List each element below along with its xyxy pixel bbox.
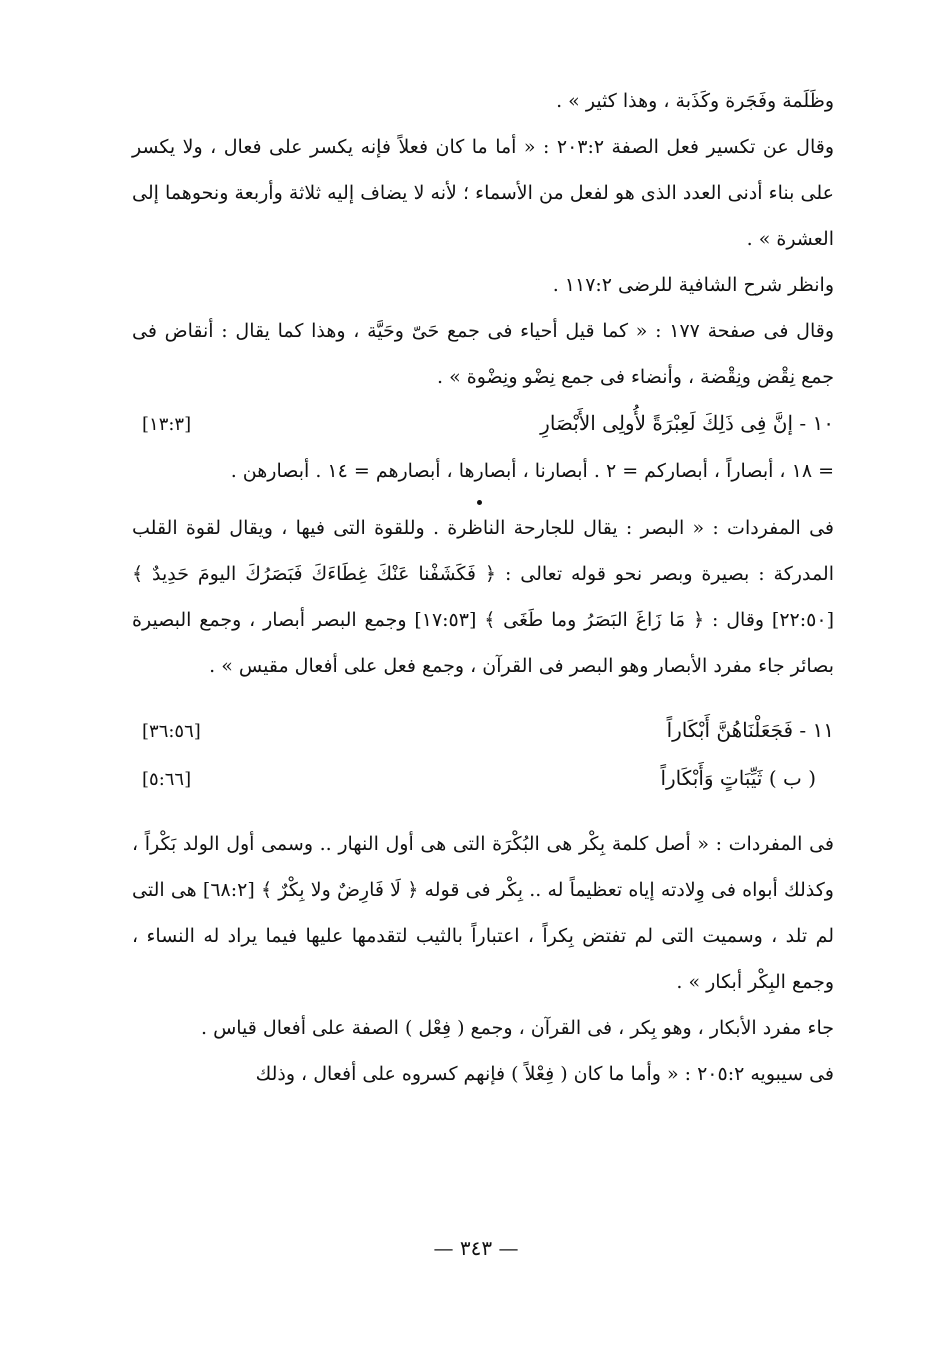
paragraph-shafiya-ref: وانظر شرح الشافية للرضى ١١٧:٢ .: [552, 274, 834, 296]
paragraph-ahya: وقال فى صفحة ١٧٧ : « كما قيل أحياء فى جمع حَىّ وحَيَّة ، وهذا كما يقال : أنقاض فى جمع نِقْض ونِقْضة ، وأنضاء فى جمع نِضْو ونِضْوة » .: [132, 320, 834, 388]
paragraph-absar-counts: = ١٨ ، أبصاراً ، أبصاركم = ٢ . أبصارنا ، أبصارها ، أبصارهم = ١٤ . أبصارهن .: [230, 460, 834, 482]
verse-11: [132, 707, 834, 755]
verse-11b-reference: [٥:٦٦]: [142, 769, 192, 790]
paragraph-mufradat-basar: فى المفردات : « البصر : يقال للجارحة الناظرة . وللقوة التى فيها ، ويقال لقوة القلب المدركة : بصيرة وبصر نحو قوله تعالى : ﴿ فَكَشَفْنا عَنْكَ غِطَاءَكَ فَبَصَرُكَ اليومَ حَدِيدٌ ﴾ [٢٢:٥٠] وقال : ﴿ مَا زَاغَ البَصَرُ وما طَغَى ﴾ [١٧:٥٣] وجمع البصر أبصار ، وجمع البصيرة بصائر جاء مفرد الأبصار وهو البصر فى القرآن ، وجمع فعل على أفعال مقيس » .: [132, 517, 834, 677]
verse-10-reference: [١٣:٣]: [142, 414, 192, 435]
verse-11b-text: ( ب ) ثَيِّبَاتٍ وَأَبْكَاراً: [660, 766, 816, 790]
dot-mark: [477, 500, 482, 505]
verse-10: [132, 400, 834, 448]
verse-10-text: ١٠ - إنَّ فِى ذَلِكَ لَعِبْرَةً لأُولِى الأَبْصَارِ: [540, 411, 834, 435]
verse-11-reference: [٣٦:٥٦]: [142, 721, 201, 742]
paragraph-abkar: جاء مفرد الأبكار ، وهو بِكر ، فى القرآن ، وجمع ( فِعْل ) الصفة على أفعال قياس .: [200, 1017, 834, 1039]
page-number: — ٣٤٣ —: [433, 1236, 519, 1260]
paragraph-intro-end: وظَلَمة وفَجَرة وكَذَبة ، وهذا كثير » .: [556, 90, 834, 112]
verse-11b: [132, 755, 834, 803]
paragraph-mufradat-bikr: فى المفردات : « أصل كلمة بِكْر هى البُكْرَة التى هى أول النهار .. وسمى أول الولد بَكْراً ، وكذلك أبواه فى وِلادته إياه تعظيماً له .. بِكْر فى قوله ﴿ لَا فَارِضٌ ولا بِكْرٌ ﴾ [٦٨:٢] هى التى لم تلد ، وسميت التى لم تفتض بِكراً ، اعتباراً بالثيب لتقدمها عليها فيما يراد له النساء ، وجمع البِكْر أبكار » .: [132, 833, 834, 993]
verse-11-text: ١١ - فَجَعَلْنَاهُنَّ أَبْكَاراً: [666, 718, 834, 742]
paragraph-sibawayh-fil: فى سيبويه ٢٠٥:٢ : « وأما ما كان ( فِعْلاً ) فإنهم كسروه على أفعال ، وذلك: [255, 1063, 834, 1085]
paragraph-sibawayh-fal: وقال عن تكسير فعل الصفة ٢٠٣:٢ : « أما ما كان فعلاً فإنه يكسر على فعال ، ولا يكسر على بناء أدنى العدد الذى هو لفعل من الأسماء ؛ لأنه لا يضاف إليه ثلاثة وأربعة ونحوهما إلى العشرة » .: [132, 136, 834, 250]
